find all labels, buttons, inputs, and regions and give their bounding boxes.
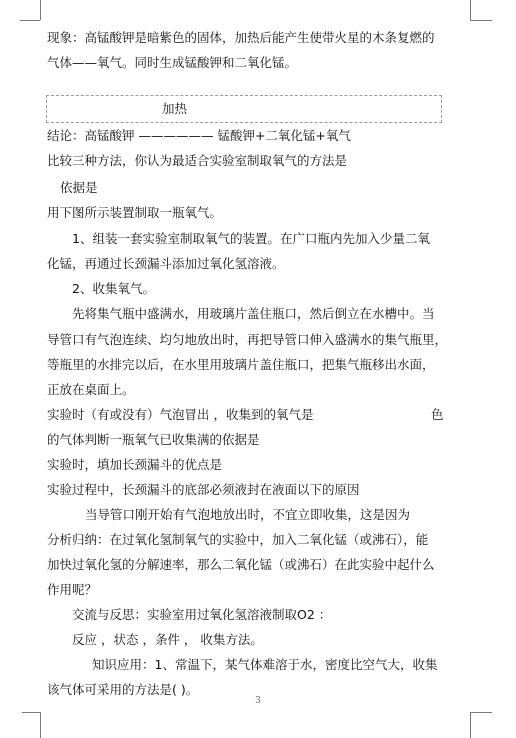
- text-line-collect-1: 先将集气瓶中盛满水，用玻璃片盖住瓶口，然后倒立在水槽中。当: [72, 306, 435, 321]
- text-line-application-2: 该气体可采用的方法是( )。: [47, 682, 199, 697]
- text-line-basis: 依据是: [60, 180, 98, 195]
- text-line-step1-cont: 化锰，再通过长颈漏斗添加过氧化氢溶液。: [47, 256, 285, 271]
- text-line-collect-4: 正放在桌面上。: [47, 382, 135, 397]
- crop-mark-bottom-right-h: [470, 712, 492, 713]
- text-line-reflection: 交流与反思：实验室用过氧化氢溶液制取O2 ：: [72, 607, 332, 622]
- text-line-analysis-2: 加快过氧化氢的分解速率，那么二氧化锰（或沸石）在此实验中起什么: [47, 557, 435, 572]
- text-line-liquid-seal: 实验过程中，长颈漏斗的底部必须液封在液面以下的原因: [47, 482, 360, 497]
- crop-mark-bottom-left-h: [22, 712, 40, 713]
- heating-textbox: [46, 95, 442, 123]
- heating-label: 加热: [162, 101, 188, 116]
- text-line-collect-2: 导管口有气泡连续、均匀地放出时，再把导管口伸入盛满水的集气瓶里，: [47, 332, 448, 347]
- text-line-conclusion: 结论：高锰酸钾 —————— 锰酸钾+二氧化锰+氧气: [47, 128, 351, 143]
- text-line-not-collect: 当导管口刚开始有气泡地放出时，不宜立即收集，这是因为: [85, 507, 411, 522]
- page-number: 3: [255, 696, 261, 706]
- text-line-analysis-3: 作用呢？: [47, 582, 98, 597]
- crop-mark-top-right-h: [470, 20, 492, 21]
- text-line-phenomenon: 现象：高锰酸钾是暗紫色的固体，加热后能产生使带火星的木条复燃的: [47, 30, 435, 45]
- text-line-bubbles: 实验时（有或没有）气泡冒出 ，收集到的氧气是: [47, 407, 314, 422]
- text-line-step1: 1、组装一套实验室制取氧气的装置。在广口瓶内先加入少量二氧: [72, 231, 430, 246]
- text-line-full-check: 的气体判断一瓶氧气已收集满的依据是: [47, 432, 260, 447]
- text-line-compare: 比较三种方法，你认为最适合实验室制取氧气的方法是: [47, 153, 348, 168]
- crop-mark-top-left-h: [20, 20, 40, 21]
- crop-mark-bottom-right: [470, 712, 471, 738]
- text-line-apparatus: 用下图所示装置制取一瓶氧气。: [47, 205, 223, 220]
- text-line-step2: 2、收集氧气。: [72, 281, 155, 296]
- crop-mark-bottom-left: [40, 712, 41, 738]
- text-line-collect-3: 等瓶里的水排完以后，在水里用玻璃片盖住瓶口，把集气瓶移出水面，: [47, 357, 435, 372]
- text-line-application-1: 知识应用：1、常温下，某气体难溶于水，密度比空气大，收集: [92, 657, 438, 672]
- text-line-phenomenon-cont: 气体——氧气。同时生成锰酸钾和二氧化锰。: [47, 55, 298, 70]
- crop-mark-top-left: [40, 0, 41, 20]
- text-line-funnel-advantage: 实验时，填加长颈漏斗的优点是: [47, 457, 223, 472]
- crop-mark-top-right: [470, 0, 471, 20]
- text-line-analysis-1: 分析归纳：在过氧化氢制氧气的实验中，加入二氧化锰（或沸石），能: [47, 532, 429, 547]
- text-line-bubbles-color: 色: [431, 407, 444, 422]
- text-line-reaction-state: 反应 ，状态 ，条件 ， 收集方法。: [72, 632, 263, 647]
